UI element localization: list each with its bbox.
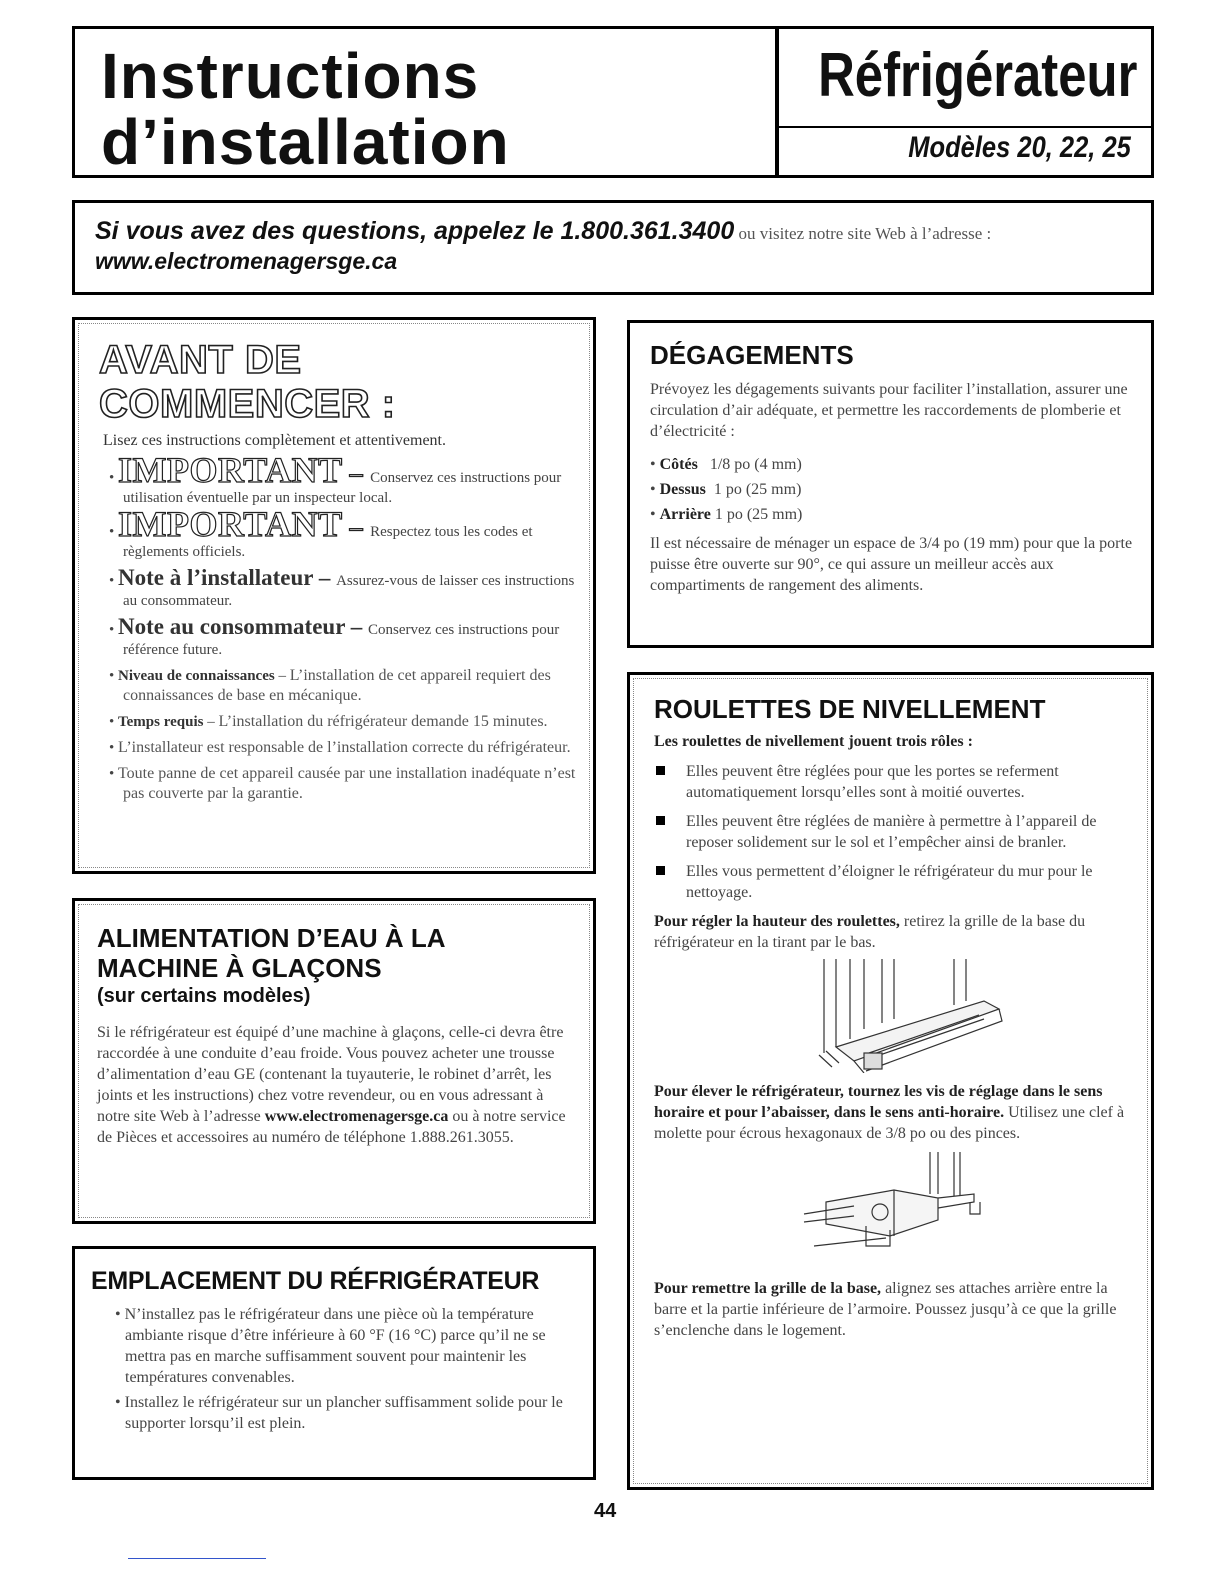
divider bbox=[779, 126, 1151, 128]
clearance-sides: • Côtés 1/8 po (4 mm) bbox=[650, 456, 802, 473]
section-title: ROULETTES DE NIVELLEMENT bbox=[654, 694, 1046, 724]
clearance-top: • Dessus 1 po (25 mm) bbox=[650, 481, 802, 498]
consumer-note-item: • Note au consommateur – Conservez ces instructions pour référence future. bbox=[109, 614, 560, 658]
raise-lower-paragraph: Pour élever le réfrigérateur, tournez les vis de réglage dans le sens horaire et pour l’abaisser, dans le sens anti-horaire. Utilisez une clef à molette pour écrous hexagonaux de 3/8 po ou des pinces. bbox=[654, 1083, 1125, 1142]
product-title: Réfrigérateur bbox=[817, 41, 1137, 110]
water-supply-section bbox=[72, 898, 596, 1224]
location-item: • Installez le réfrigérateur sur un plancher suffisamment solide pour le supporter lorsqu’il est plein. bbox=[115, 1394, 563, 1432]
list-item: Elles peuvent être réglées de manière à permettre à l’appareil de reposer solidement sur le sol et l’empêcher ainsi de branler. bbox=[654, 811, 1135, 853]
replace-grille-paragraph: Pour remettre la grille de la base, alignez ses attaches arrière entre la barre et la partie inférieure de l’armoire. Poussez jusqu’à ce que la grille s’enclenche dans le logement. bbox=[654, 1280, 1117, 1339]
list-item: Elles vous permettent d’éloigner le réfrigérateur du mur pour le nettoyage. bbox=[654, 861, 1135, 903]
document-title bbox=[101, 40, 510, 178]
title-line-1: Instructions bbox=[101, 40, 480, 112]
important-item: • IMPORTANT – Respectez tous les codes et règlements officiels. bbox=[109, 504, 533, 560]
clearances-section bbox=[627, 320, 1154, 648]
section-title: EMPLACEMENT DU RÉFRIGÉRATEUR bbox=[91, 1267, 540, 1295]
contact-phone-text: Si vous avez des questions, appelez le 1.800.361.3400 bbox=[95, 217, 735, 245]
important-item: • IMPORTANT – Conservez ces instructions pour utilisation éventuelle par un inspecteur local. bbox=[109, 450, 562, 506]
warranty-item: • Toute panne de cet appareil causée par une installation inadéquate n’est pas couverte par la garantie. bbox=[109, 765, 576, 802]
before-you-begin-section bbox=[72, 317, 596, 874]
location-item: • N’installez pas le réfrigérateur dans une pièce où la température ambiante risque d’être inférieure à 60 °F (16 °C) parce qu’il ne se mettra pas en marche suffisamment souvent pour maintenir les températures convenables. bbox=[115, 1306, 546, 1386]
contact-website-intro: ou visitez notre site Web à l’adresse : bbox=[734, 224, 992, 243]
clearances-note: Il est nécessaire de ménager un espace de 3/4 po (19 mm) pour que la porte puisse être ouverte sur 90°, ce qui assure un meilleur accès aux compartiments de rangement des aliments. bbox=[650, 535, 1133, 594]
clearances-intro: Prévoyez les dégagements suivants pour faciliter l’installation, assurer une circulation d’air adéquate, et permettre les raccordements de plomberie et d’électricité : bbox=[650, 381, 1128, 440]
header-title-box bbox=[72, 26, 778, 178]
section-title: ALIMENTATION D’EAU À LA MACHINE À GLAÇONS bbox=[97, 923, 446, 983]
adjust-height-paragraph: Pour régler la hauteur des roulettes, retirez la grille de la base du réfrigérateur en la tirant par le bas. bbox=[654, 913, 1086, 951]
skill-level-item: • Niveau de connaissances – L’installation de cet appareil requiert des connaissances de base en mécanique. bbox=[109, 667, 551, 704]
section-title: AVANT DE COMMENCER : bbox=[99, 338, 396, 426]
clearances-list bbox=[650, 452, 1135, 527]
installer-note-item: • Note à l’installateur – Assurez-vous de laisser ces instructions au consommateur. bbox=[109, 565, 575, 609]
clearance-back: • Arrière 1 po (25 mm) bbox=[650, 506, 803, 523]
list-item: Elles peuvent être réglées pour que les portes se referment automatiquement lorsqu’elles sont à moitié ouvertes. bbox=[654, 761, 1135, 803]
footer-divider bbox=[128, 1558, 266, 1559]
models-label: Modèles 20, 22, 25 bbox=[908, 131, 1131, 164]
base-grille-illustration bbox=[654, 957, 1134, 1073]
website-link[interactable]: www.electromenagersge.ca bbox=[95, 248, 398, 274]
title-line-2: d’installation bbox=[101, 106, 510, 178]
time-required-item: • Temps requis – L’installation du réfrigérateur demande 15 minutes. bbox=[109, 713, 548, 730]
rollers-list bbox=[654, 761, 1135, 903]
water-supply-body: Si le réfrigérateur est équipé d’une machine à glaçons, celle-ci devra être raccordée à une conduite d’eau froide. Vous pouvez acheter une trousse d’alimentation d’eau GE (contenant la tuyauterie, le robinet d’arrêt, les joints et les instructions) chez votre revendeur, ou en vous adressant à notre site Web à l’adresse www.electromenagersge.ca ou à notre service de Pièces et accessoires au numéro de téléphone 1.888.261.3055. bbox=[97, 1024, 566, 1146]
page-number: 44 bbox=[594, 1500, 617, 1522]
header-product-box bbox=[776, 26, 1154, 178]
installer-responsibility-item: • L’installateur est responsable de l’installation correcte du réfrigérateur. bbox=[109, 739, 571, 756]
contact-banner bbox=[72, 200, 1154, 295]
section-title: DÉGAGEMENTS bbox=[650, 340, 854, 370]
website-link[interactable]: www.electromenagersge.ca bbox=[264, 1108, 449, 1125]
leveling-rollers-section bbox=[627, 672, 1154, 1490]
section-subtitle: (sur certains modèles) bbox=[97, 985, 311, 1007]
rollers-lead: Les roulettes de nivellement jouent trois rôles : bbox=[654, 733, 973, 750]
section-subtitle: Lisez ces instructions complètement et attentivement. bbox=[103, 432, 446, 449]
location-section bbox=[72, 1246, 596, 1480]
leveling-screw-illustration bbox=[654, 1150, 1134, 1268]
